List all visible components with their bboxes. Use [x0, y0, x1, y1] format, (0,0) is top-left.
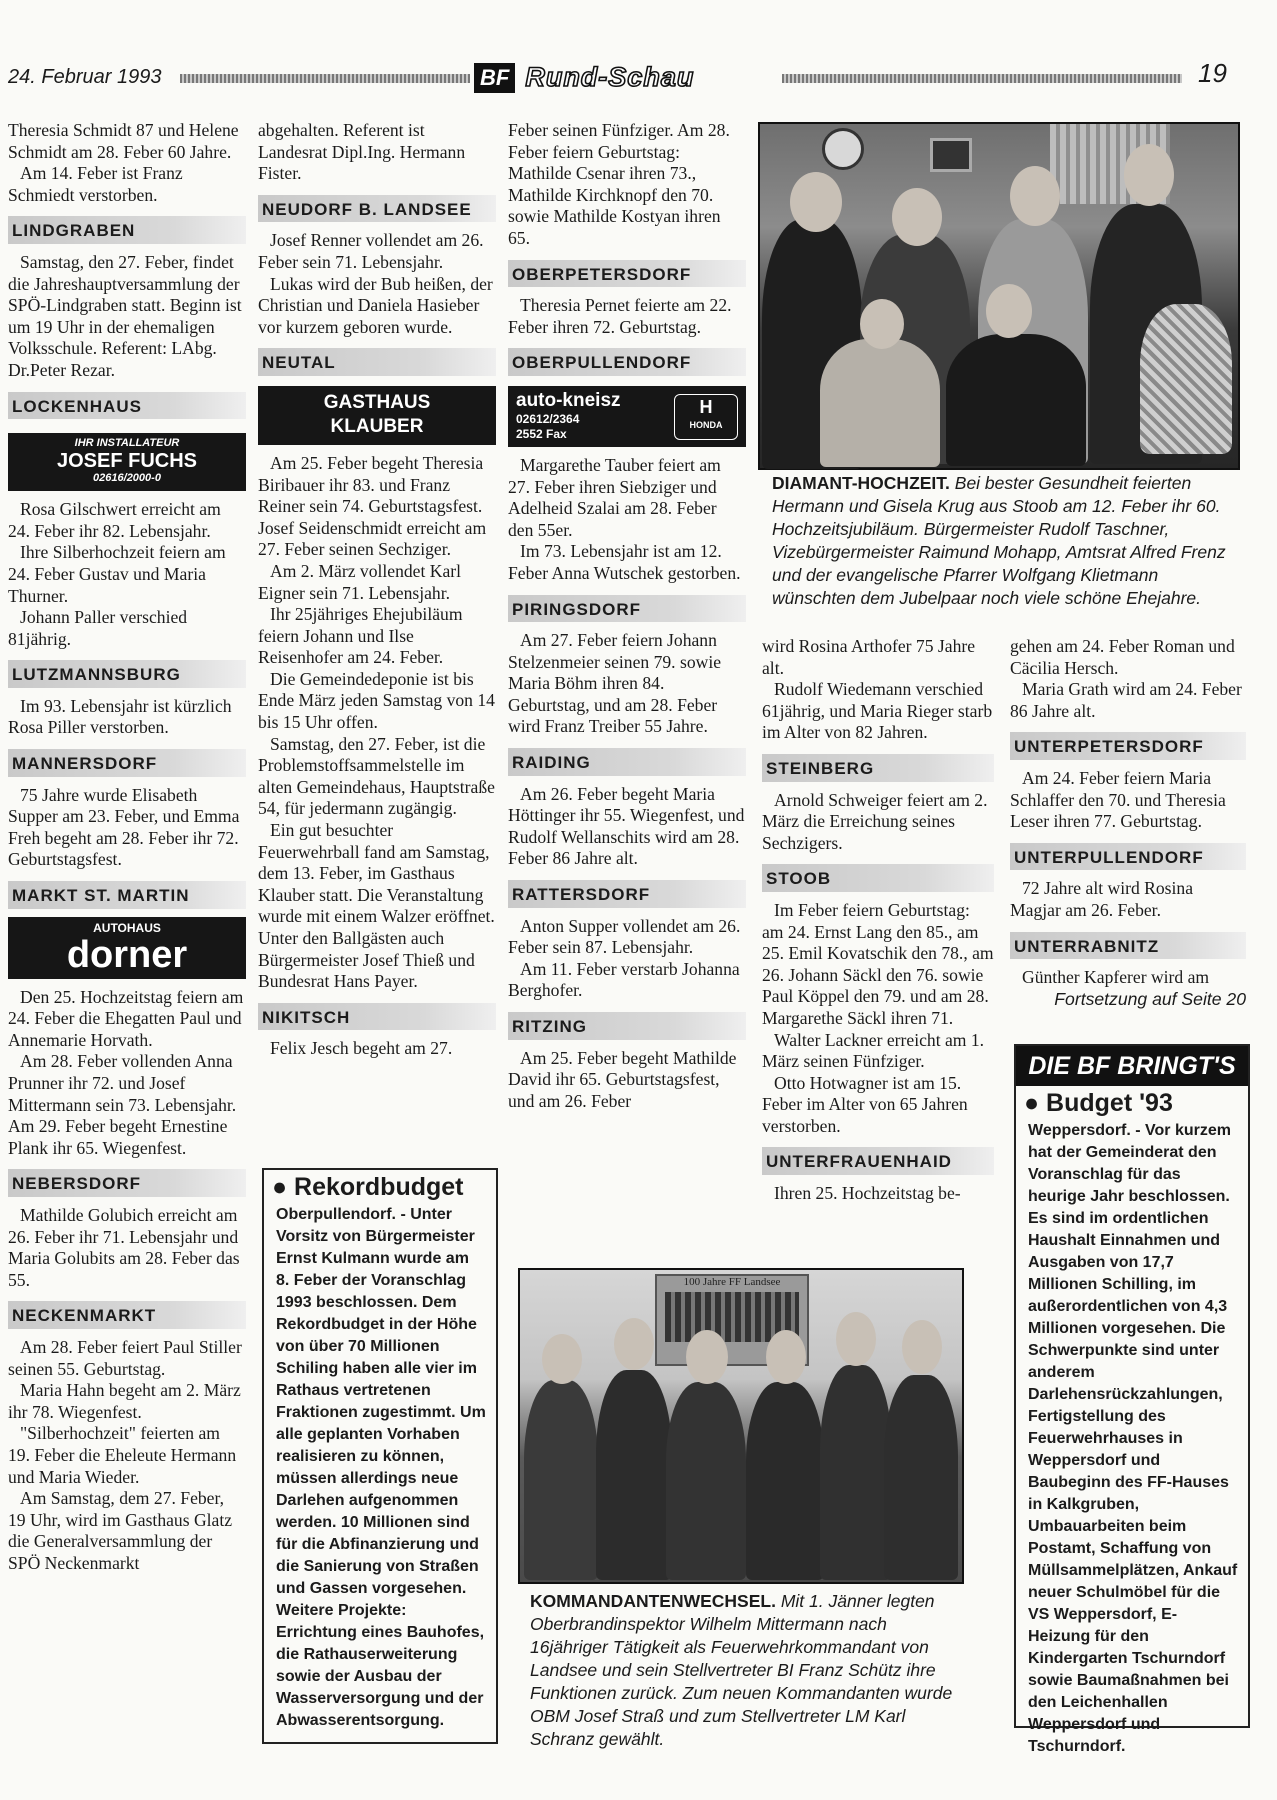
article-text: Lukas wird der Bub heißen, der Christian und Daniela Hasieber vor kurzem geboren wurde.: [258, 273, 493, 337]
caption-text: Mit 1. Jänner legten Oberbrandinspektor Wilhelm Mittermann nach 16jähriger Tätigkeit als Feuerwehrkommandant von Landsee und sein Stellvertreter BI Franz Schütz ihre Funktionen zurück. Zum neuen Kommandanten wurde OBM Josef Straß und zum Stellvertreter LM Karl Schranz gewählt.: [530, 1591, 953, 1749]
person-head: [542, 1334, 582, 1384]
column-2: [258, 120, 496, 1060]
section-heading-markt-st-martin: MARKT ST. MARTIN: [8, 881, 246, 909]
person-head: [1124, 144, 1174, 206]
section-heading-lutzmannsburg: LUTZMANNSBURG: [8, 660, 246, 688]
article-text: Margarethe Tauber feiert am 27. Feber ihren Siebziger und Adelheid Szalai am 28. Feber den 55er.: [508, 454, 721, 540]
article-text: Theresia Schmidt 87 und Helene Schmidt am 28. Feber 60 Jahre.: [8, 120, 239, 162]
article-text: Den 25. Hochzeitstag feiern am 24. Feber die Ehegatten Paul und Annemarie Horvath.: [8, 986, 244, 1050]
article-text: Ihre Silberhochzeit feiern am 24. Feber Gustav und Maria Thurner.: [8, 542, 226, 606]
article-text: Am 25. Feber begeht Mathilde David ihr 65. Geburtstagsfest, und am 26. Feber: [508, 1047, 737, 1111]
article-text: Walter Lackner erreicht am 1. März seinen Fünfziger.: [762, 1029, 985, 1072]
article-text: Im 93. Lebensjahr ist kürzlich Rosa Piller verstorben.: [8, 695, 232, 738]
honda-logo-text: HONDA: [689, 419, 723, 430]
page-number: 19: [1198, 58, 1227, 88]
article-text: gehen am 24. Feber Roman und Cäcilia Hersch.: [1010, 636, 1235, 678]
section-heading-steinberg: STEINBERG: [762, 754, 994, 782]
article-text: Johann Paller verschied 81jährig.: [8, 607, 188, 649]
section-heading-unterfrauenhaid: UNTERFRAUENHAID: [762, 1147, 994, 1175]
article-text: Am Samstag, dem 27. Feber, 19 Uhr, wird im Gasthaus Glatz die Generalversammlung der SPÖ Neckenmarkt: [8, 1488, 233, 1573]
ad-auto-kneisz: [508, 386, 746, 447]
article-text: Am 28. Feber vollenden Anna Prunner ihr 72. und Josef Mittermann sein 73. Lebensjahr. Am 29. Feber begeht Ernestine Plank ihr 65. Wiegenfest.: [8, 1051, 237, 1158]
bullet-icon: ●: [272, 1173, 295, 1201]
caption-diamant-hochzeit: [772, 472, 1232, 610]
article-text: Maria Grath wird am 24. Feber 86 Jahre alt.: [1010, 679, 1242, 721]
logo-name: Rund-Schau: [525, 62, 695, 92]
ad-fuchs-phone: 02616/2000-0: [93, 472, 161, 485]
article-text: Die Gemeindedeponie ist bis Ende März jeden Samstag von 14 bis 15 Uhr offen.: [258, 668, 495, 733]
person-head: [902, 1320, 942, 1374]
section-heading-neckenmarkt: NECKENMARKT: [8, 1301, 246, 1329]
gift-basket-icon: [1140, 304, 1232, 454]
section-heading-rattersdorf: RATTERSDORF: [508, 880, 746, 908]
person-figure: [820, 339, 940, 467]
article-text: Ihr 25jähriges Ehejubiläum feiern Johann und Ilse Reisenhofer am 24. Feber.: [258, 604, 463, 668]
article-text: Samstag, den 27. Feber, ist die Problemstoffsammelstelle im alten Gemeindehaus, Hauptstraße 54, für jedermann zugängig.: [258, 733, 495, 819]
article-text: Josef Renner vollendet am 26. Feber sein 71. Lebensjahr.: [258, 230, 484, 272]
masthead-logo: [474, 62, 774, 96]
article-text: Günther Kapferer wird am: [1022, 967, 1210, 988]
section-heading-unterpullendorf: UNTERPULLENDORF: [1010, 843, 1246, 871]
header-date: 24. Februar 1993: [8, 66, 162, 88]
article-text: Am 25. Feber begeht Theresia Biribauer ihr 83. und Franz Reiner sein 74. Geburtstagsfest. Josef Seidenschmidt erreicht am 27. Feber seinen Sechziger.: [258, 452, 487, 560]
caption-title: KOMMANDANTENWECHSEL.: [530, 1591, 776, 1611]
section-heading-piringsdorf: PIRINGSDORF: [508, 595, 746, 623]
ad-kneisz-fax: 2552 Fax: [516, 426, 567, 441]
article-text: Am 26. Feber begeht Maria Höttinger ihr 55. Wiegenfest, und Rudolf Wellanschits wird am 28. Feber 86 Jahre alt.: [508, 783, 745, 869]
ad-dorner-name: dorner: [66, 933, 188, 976]
section-heading-lindgraben: LINDGRABEN: [8, 216, 246, 244]
article-text: Ein gut besuchter Feuerwehrball fand am Samstag, dem 13. Feber, im Gasthaus Klauber statt. Die Veranstaltung wurde mit einem Walzer eröffnet. Unter den Ballgästen auch Bürgermeister Josef Thieß und Bundesrat Hans Payer.: [258, 820, 495, 992]
ad-klauber-line1: GASTHAUS: [323, 391, 431, 413]
rekordbudget-text: Oberpullendorf. - Unter Vorsitz von Bürgermeister Ernst Kulmann wurde am 8. Feber der Voranschlag 1993 beschlossen. Dem Rekordbudget in der Höhe von über 70 Millionen Schiling haben alle vier im Rathaus vertretenen Fraktionen zugestimmt. Um alle geplanten Vorhaben realisieren zu können, müssen allerdings neue Darlehen aufgenommen werden. 10 Millionen sind für die Abfinanzierung und die Sanierung von Straßen und Gassen vorgesehen. Weitere Projekte: Errichtung eines Bauhofes, die Rathauserweiterung sowie der Ausbau der Wasserversorgung und der Abwasserentsorgung.: [276, 1206, 486, 1729]
caption-text: Bei bester Gesundheit feierten Hermann und Gisela Krug aus Stoob am 12. Feber ihr 60. Hochzeitsjubiläum. Bürgermeister Rudolf Taschner, Vizebürgermeister Raimund Mohapp, Amtsrat Alfred Frenz und der evangelische Pfarrer Wolfgang Klietmann wünschten dem Jubelpaar noch viele schöne Ehejahre.: [772, 473, 1226, 608]
bf-bringts-banner: DIE BF BRINGT'S: [1016, 1046, 1248, 1086]
ad-kneisz-phone: 02612/2364: [516, 411, 580, 426]
logo-bf: BF: [474, 63, 515, 93]
section-heading-mannersdorf: MANNERSDORF: [8, 749, 246, 777]
section-heading-lockenhaus: LOCKENHAUS: [8, 392, 246, 420]
column-1: [8, 120, 246, 1574]
article-text: Am 24. Feber feiern Maria Schlaffer den 70. und Theresia Leser ihren 77. Geburtstag.: [1010, 767, 1226, 832]
article-text: Am 14. Feber ist Franz Schmiedt verstorben.: [8, 163, 183, 205]
bf-bringts-title: ● Budget '93: [1024, 1089, 1173, 1117]
article-text: Am 11. Feber verstarb Johanna Berghofer.: [508, 958, 740, 1001]
person-head: [860, 299, 904, 349]
article-text: Ihren 25. Hochzeitstag be-: [774, 1183, 961, 1204]
article-text: Im 73. Lebensjahr ist am 12. Feber Anna Wutschek gestorben.: [508, 541, 741, 583]
header-rule-right: [782, 74, 1182, 83]
rekordbudget-box: [262, 1168, 498, 1744]
person-head: [614, 1318, 654, 1370]
person-head: [892, 188, 942, 246]
ad-klauber-line2: KLAUBER: [330, 415, 424, 437]
article-text: Am 27. Feber feiern Johann Stelzenmeier seinen 79. sowie Maria Böhm ihren 84. Geburtstag, und am 28. Feber wird Franz Treiber 55 Jahre.: [508, 630, 722, 737]
person-figure: [946, 334, 1086, 466]
article-text: Anton Supper vollendet am 26. Feber sein 87. Lebensjahr.: [508, 915, 741, 958]
person-head: [790, 172, 842, 232]
bullet-icon: ●: [1024, 1089, 1047, 1117]
caption-title: DIAMANT-HOCHZEIT.: [772, 473, 950, 493]
article-text: Feber seinen Fünfziger. Am 28. Feber feiern Geburtstag: Mathilde Csenar ihren 73., Mathilde Kirchknopf den 70. sowie Mathilde Kostyan ihren 65.: [508, 120, 730, 248]
article-text: Otto Hotwagner ist am 15. Feber im Alter von 65 Jahren verstorben.: [762, 1072, 968, 1136]
section-heading-neutal: NEUTAL: [258, 348, 496, 376]
ad-autohaus-dorner: [8, 917, 246, 979]
article-text: abgehalten. Referent ist Landesrat Dipl.Ing. Hermann Fister.: [258, 120, 466, 184]
wall-clock-icon: [822, 128, 864, 170]
section-heading-nikitsch: NIKITSCH: [258, 1003, 496, 1031]
person-figure: [820, 1365, 892, 1580]
section-heading-raiding: RAIDING: [508, 748, 746, 776]
person-head: [986, 284, 1032, 338]
article-text: Am 28. Feber feiert Paul Stiller seinen 55. Geburtstag.: [8, 1336, 242, 1379]
wall-picture-icon: [930, 138, 972, 172]
ad-fuchs-name: JOSEF FUCHS: [56, 450, 198, 473]
article-text: Arnold Schweiger feiert am 2. März die Erreichung seines Sechzigers.: [762, 789, 988, 853]
section-heading-unterpetersdorf: UNTERPETERSDORF: [1010, 732, 1246, 760]
ad-dorner-tagline: AUTOHAUS: [93, 920, 161, 935]
header-rule-left: [180, 74, 470, 83]
person-figure: [884, 1375, 958, 1580]
article-text: wird Rosina Arthofer 75 Jahre alt.: [762, 636, 976, 678]
person-figure: [666, 1382, 746, 1580]
section-heading-neudorf: NEUDORF B. LANDSEE: [258, 195, 496, 223]
banner-text: 100 Jahre FF Landsee: [683, 1276, 781, 1288]
ad-gasthaus-klauber: [258, 386, 496, 445]
person-figure: [524, 1380, 598, 1580]
rekordbudget-title: ● Rekordbudget: [272, 1173, 464, 1201]
section-heading-stoob: STOOB: [762, 864, 994, 892]
bf-bringts-box: [1014, 1044, 1250, 1755]
person-head: [1010, 166, 1060, 226]
article-text: Im Feber feiern Geburtstag: am 24. Ernst Lang den 85., am 25. Emil Kovatschik den 78., am 26. Johann Säckl den 76. sowie Paul Köppel den 79. und am 28. Margarethe Säckl ihren 71.: [762, 899, 994, 1028]
article-text: Am 2. März vollendet Karl Eigner sein 71. Lebensjahr.: [258, 560, 462, 603]
column-3: [508, 120, 746, 1112]
section-heading-nebersdorf: NEBERSDORF: [8, 1169, 246, 1197]
section-heading-oberpetersdorf: OBERPETERSDORF: [508, 260, 746, 288]
ad-kneisz-name: auto-kneisz: [516, 389, 621, 411]
ad-josef-fuchs: [8, 433, 246, 491]
person-head: [836, 1312, 876, 1366]
article-text: "Silberhochzeit" feierten am 19. Feber die Eheleute Hermann und Maria Wieder.: [8, 1423, 237, 1487]
ad-fuchs-tagline: IHR INSTALLATEUR: [74, 437, 180, 450]
article-text: Rosa Gilschwert erreicht am 24. Feber ihr 82. Lebensjahr.: [8, 499, 221, 541]
photo-diamant-hochzeit: [758, 122, 1240, 470]
article-text: Theresia Pernet feierte am 22. Feber ihren 72. Geburtstag.: [508, 295, 732, 337]
article-text: Mathilde Golubich erreicht am 26. Feber ihr 71. Lebensjahr und Maria Golubits am 28. Feber das 55.: [8, 1204, 240, 1290]
person-figure: [746, 1382, 824, 1580]
article-text: Felix Jesch begeht am 27.: [270, 1038, 453, 1059]
article-text: Maria Hahn begeht am 2. März ihr 78. Wiegenfest.: [8, 1380, 241, 1422]
article-text: Samstag, den 27. Feber, findet die Jahreshauptversammlung der SPÖ-Lindgraben statt. Beginn ist um 19 Uhr in der ehemaligen Volksschule. Referent: LAbg. Dr.Peter Rezar.: [8, 251, 242, 380]
column-4: [762, 636, 994, 1205]
article-text: 75 Jahre wurde Elisabeth Supper am 23. Feber, und Emma Freh begeht am 28. Feber ihr 72. Geburtstagsfest.: [8, 784, 240, 870]
person-head: [686, 1330, 728, 1384]
honda-logo-icon: H HONDA: [674, 394, 738, 440]
photo-kommandantenwechsel: [518, 1268, 964, 1584]
section-heading-unterrabnitz: UNTERRABNITZ: [1010, 932, 1246, 960]
section-heading-oberpullendorf: OBERPULLENDORF: [508, 348, 746, 376]
article-text: Rudolf Wiedemann verschied 61jährig, und Maria Rieger starb im Alter von 82 Jahren.: [762, 679, 993, 743]
section-heading-ritzing: RITZING: [508, 1012, 746, 1040]
caption-kommandantenwechsel: [530, 1590, 960, 1751]
column-5: [1010, 636, 1246, 1010]
bf-bringts-text: Weppersdorf. - Vor kurzem hat der Gemeinderat den Voranschlag für das heurige Jahr beschlossen. Es sind im ordentlichen Haushalt Einnahmen und Ausgaben von 17,7 Millionen Schilling, im außerordentlichen von 4,3 Millionen vorgesehen. Die Schwerpunkte sind unter anderem Darlehensrückzahlungen, Fertigstellung des Feuerwehrhauses in Weppersdorf und Baubeginn des FF-Hauses in Kalkgruben, Umbauarbeiten beim Postamt, Schaffung von Müllsammelplätzen, Ankauf neuer Schulmöbel für die VS Weppersdorf, E-Heizung für den Kindergarten Tschurndorf sowie Baumaßnahmen bei den Leichenhallen Weppersdorf und Tschurndorf.: [1028, 1122, 1238, 1755]
person-head: [766, 1330, 806, 1384]
continuation-note: Fortsetzung auf Seite 20: [1054, 988, 1246, 1009]
person-figure: [596, 1370, 672, 1580]
article-text: 72 Jahre alt wird Rosina Magjar am 26. Feber.: [1010, 878, 1194, 920]
